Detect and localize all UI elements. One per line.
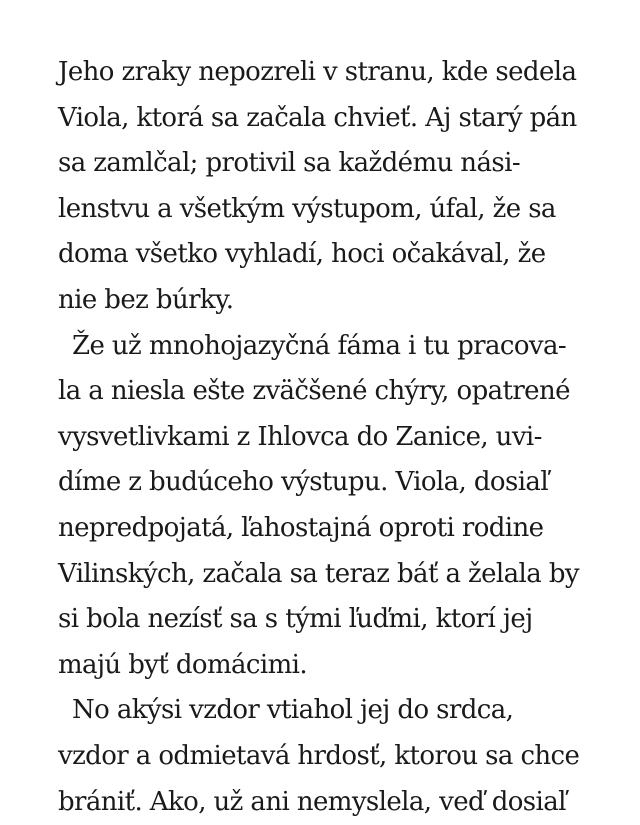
text-line: díme z budúceho výstupu. Viola, dosiaľ bbox=[58, 460, 598, 506]
paragraph-1 bbox=[58, 50, 598, 324]
text-line: Vilinských, začala sa teraz báť a želala by bbox=[58, 552, 598, 598]
text-line: majú byť domácimi. bbox=[58, 643, 598, 689]
text-line: doma všetko vyhladí, hoci očakával, že bbox=[58, 232, 598, 278]
text-line: vysvetlivkami z Ihlovca do Zanice, uvi- bbox=[58, 415, 598, 461]
text-line: nie bez búrky. bbox=[58, 278, 598, 324]
text-line: sa zamlčal; protivil sa každému nási- bbox=[58, 141, 598, 187]
text-line: Viola, ktorá sa začala chvieť. Aj starý pán bbox=[58, 96, 598, 142]
text-line: No akýsi vzdor vtiahol jej do srdca, bbox=[58, 688, 598, 734]
text-line: brániť. Ako, už ani nemyslela, veď dosiaľ bbox=[58, 780, 598, 825]
text-line: lenstvu a všetkým výstupom, úfal, že sa bbox=[58, 187, 598, 233]
text-line: si bola nezísť sa s tými ľuďmi, ktorí jej bbox=[58, 597, 598, 643]
text-line: la a niesla ešte zväčšené chýry, opatrené bbox=[58, 369, 598, 415]
text-line: Jeho zraky nepozreli v stranu, kde sedela bbox=[58, 50, 598, 96]
text-line: nepredpojatá, ľahostajná oproti rodine bbox=[58, 506, 598, 552]
book-page bbox=[58, 50, 598, 825]
paragraph-3 bbox=[58, 688, 598, 825]
text-line: Že už mnohojazyčná fáma i tu pracova- bbox=[58, 324, 598, 370]
paragraph-2 bbox=[58, 324, 598, 689]
text-line: vzdor a odmietavá hrdosť, ktorou sa chce bbox=[58, 734, 598, 780]
